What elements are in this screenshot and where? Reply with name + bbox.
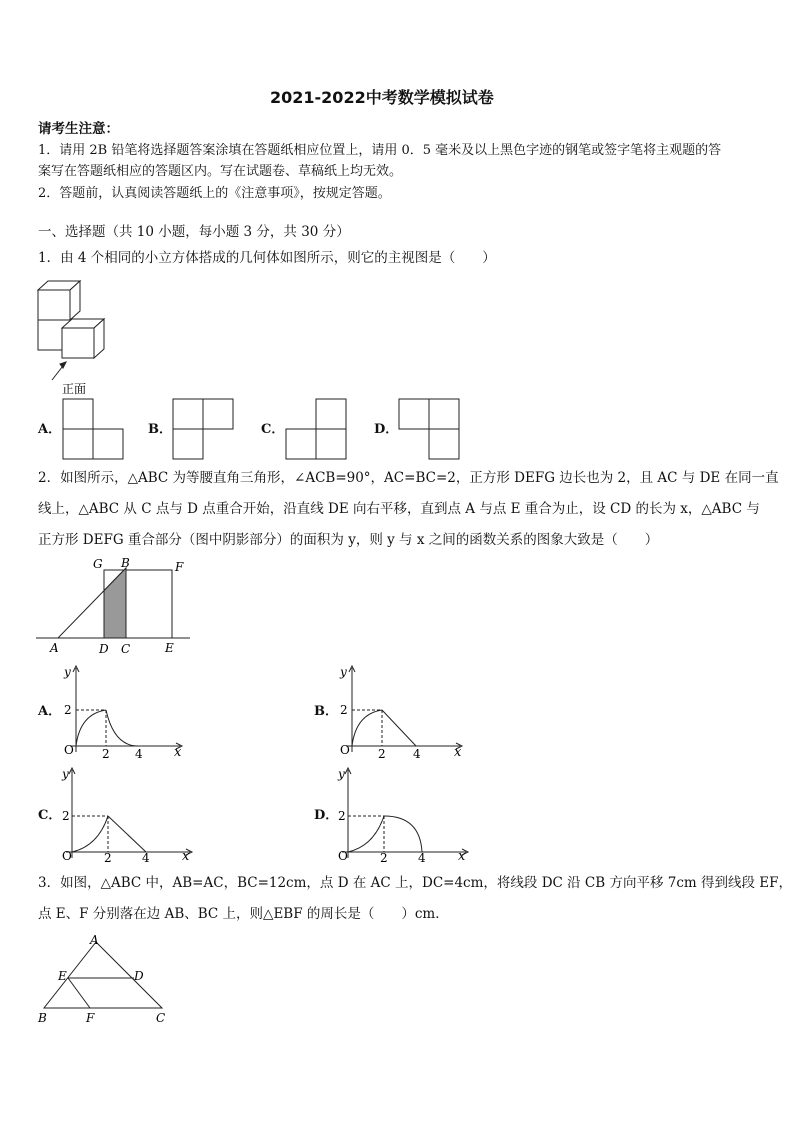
svg-text:x: x (174, 745, 182, 760)
question-1-stem: 1．由 4 个相同的小立方体搭成的几何体如图所示，则它的主视图是（ ） (38, 250, 496, 266)
svg-text:F: F (175, 560, 184, 574)
svg-text:2: 2 (62, 809, 70, 823)
q2-option-c-graph[interactable] (60, 762, 196, 865)
svg-text:y: y (62, 767, 69, 781)
notice-line-2: 2．答题前，认真阅读答题纸上的《注意事项》，按规定答题。 (38, 186, 391, 201)
svg-text:D: D (134, 969, 144, 983)
q2-option-d-graph[interactable] (336, 762, 472, 865)
svg-text:O: O (64, 743, 74, 757)
page-title: 2021-2022中考数学模拟试卷 (270, 88, 494, 107)
svg-text:2: 2 (338, 809, 346, 823)
svg-text:2: 2 (380, 851, 388, 865)
svg-text:G: G (93, 557, 103, 571)
svg-text:y: y (64, 665, 71, 679)
question-2-line-3: 正方形 DEFG 重合部分（图中阴影部分）的面积为 y，则 y 与 x 之间的函数关系的图象大致是（ ） (38, 532, 659, 548)
q1-option-c-figure[interactable] (285, 398, 347, 460)
svg-text:A: A (50, 641, 59, 655)
svg-text:y: y (338, 767, 345, 781)
q1-option-a-figure[interactable] (62, 398, 124, 460)
question-3-line-2: 点 E、F 分别落在边 AB、BC 上，则△EBF 的周长是（ ）cm． (38, 906, 449, 922)
q3-triangle-figure (34, 932, 170, 1028)
svg-text:2: 2 (104, 851, 112, 865)
q1-option-d-figure[interactable] (398, 398, 460, 460)
svg-text:E: E (58, 969, 67, 983)
svg-text:4: 4 (135, 747, 143, 761)
question-2-line-1: 2．如图所示，△ABC 为等腰直角三角形，∠ACB=90°，AC=BC=2，正方形 DEFG 边长也为 2，且 AC 与 DE 在同一直 (38, 470, 779, 486)
q1-option-a-label[interactable]: A． (38, 422, 62, 437)
q2-option-a-graph[interactable] (60, 660, 186, 761)
notice-line-1b: 案写在答题纸相应的答题区内。写在试题卷、草稿纸上均无效。 (38, 164, 403, 179)
front-view-label: 正面 (62, 382, 87, 396)
question-3-line-1: 3．如图，△ABC 中，AB=AC，BC=12cm，点 D 在 AC 上，DC=4cm，将线段 DC 沿 CB 方向平移 7cm 得到线段 EF， (38, 875, 793, 891)
svg-text:O: O (62, 849, 72, 863)
q1-option-d-label[interactable]: D． (374, 422, 399, 437)
notice-heading: 请考生注意： (38, 121, 119, 137)
q1-cube-figure (36, 278, 116, 398)
svg-text:B: B (121, 556, 130, 570)
question-2-line-2: 线上，△ABC 从 C 点与 D 点重合开始，沿直线 DE 向右平移，直到点 A 与点 E 重合为止，设 CD 的长为 x，△ABC 与 (38, 501, 760, 517)
svg-text:O: O (340, 743, 350, 757)
svg-text:A: A (90, 933, 99, 947)
notice-line-1a: 1．请用 2B 铅笔将选择题答案涂填在答题纸相应位置上，请用 0．5 毫米及以上黑色字迹的钢笔或签字笔将主观题的答 (38, 143, 722, 158)
svg-text:x: x (454, 745, 462, 760)
svg-text:x: x (458, 849, 466, 864)
svg-text:4: 4 (413, 747, 421, 761)
svg-text:2: 2 (64, 703, 72, 717)
section-heading: 一、选择题（共 10 小题，每小题 3 分，共 30 分） (38, 224, 350, 240)
svg-text:C: C (121, 642, 131, 656)
svg-text:D: D (99, 642, 109, 656)
svg-text:2: 2 (340, 703, 348, 717)
svg-text:C: C (156, 1011, 166, 1025)
svg-text:B: B (38, 1011, 47, 1025)
q1-option-b-figure[interactable] (172, 398, 234, 460)
q2-option-c-label[interactable]: C． (38, 808, 62, 823)
svg-text:E: E (165, 641, 174, 655)
q1-option-c-label[interactable]: C． (261, 422, 285, 437)
q1-option-b-label[interactable]: B． (148, 422, 172, 437)
q2-option-b-graph[interactable] (336, 660, 466, 761)
svg-text:2: 2 (102, 747, 110, 761)
q2-triangle-square-figure (36, 556, 192, 656)
svg-text:y: y (340, 665, 347, 679)
svg-text:4: 4 (418, 851, 426, 865)
svg-text:x: x (182, 849, 190, 864)
svg-text:O: O (338, 849, 348, 863)
svg-text:F: F (86, 1011, 95, 1025)
svg-text:4: 4 (142, 851, 150, 865)
q2-option-b-label[interactable]: B． (314, 704, 338, 719)
q2-option-a-label[interactable]: A． (38, 704, 62, 719)
svg-text:2: 2 (378, 747, 386, 761)
q2-option-d-label[interactable]: D． (314, 808, 339, 823)
